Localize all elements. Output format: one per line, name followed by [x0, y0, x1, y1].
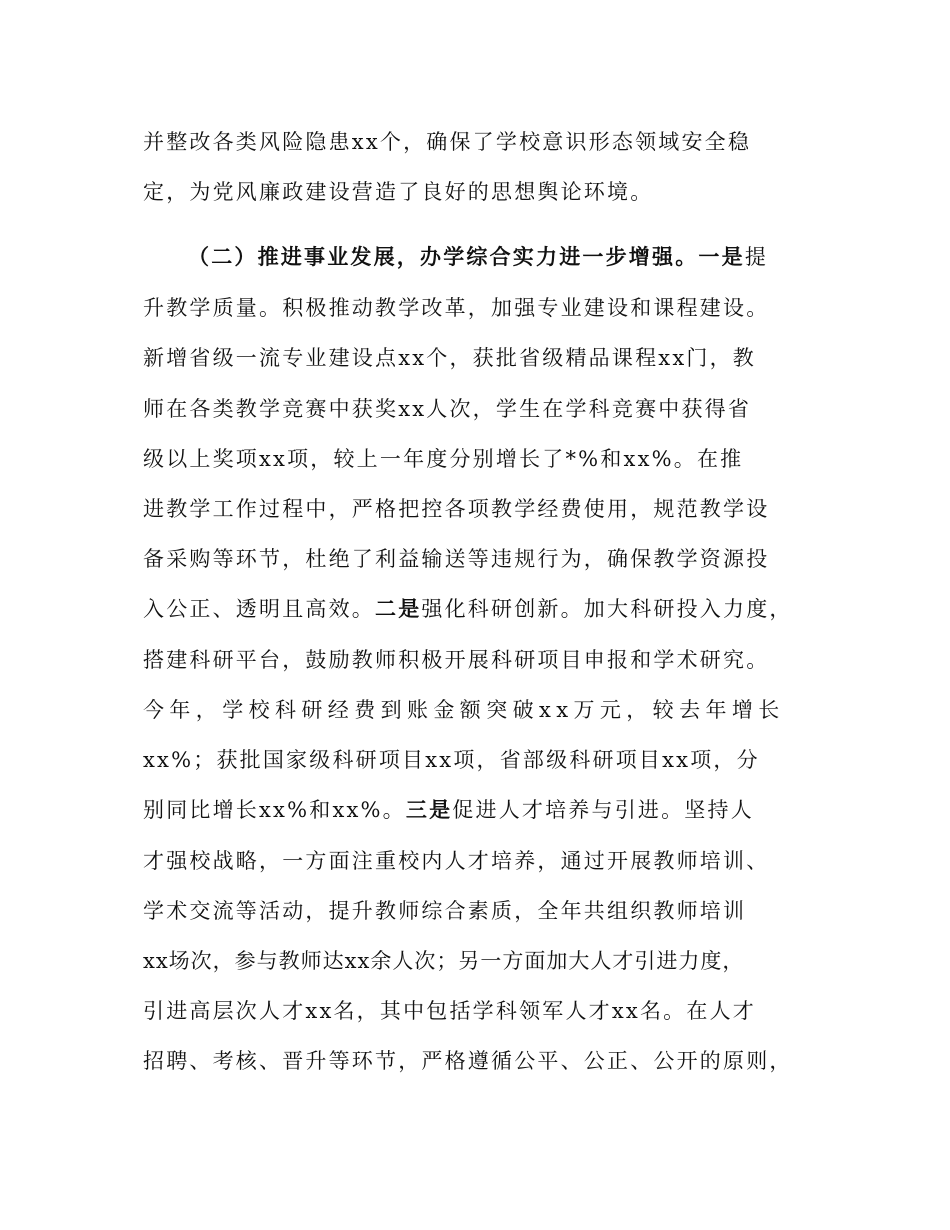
- paragraph-line: 备采购等环节，杜绝了利益输送等违规行为，确保教学资源投: [143, 547, 770, 571]
- section-number: （二）: [188, 245, 258, 269]
- paragraph-line: 才强校战略，一方面注重校内人才培养，通过开展教师培训、: [143, 849, 770, 873]
- paragraph-text: 促进人才培养与引进。坚持人: [452, 798, 754, 822]
- keyword-third: 三是: [405, 798, 453, 822]
- paragraph-line: xx%；获批国家级科研项目xx项，省部级科研项目xx项，分: [143, 748, 760, 772]
- paragraph-line: 引进高层次人才xx名，其中包括学科领军人才xx名。在人才: [143, 999, 756, 1023]
- keyword-second: 二是: [375, 597, 422, 621]
- paragraph-line: 新增省级一流专业建设点xx个，获批省级精品课程xx门，教: [143, 346, 756, 370]
- paragraph-line: [143, 595, 793, 623]
- paragraph-line: 进教学工作过程中，严格把控各项教学经费使用，规范教学设: [143, 497, 770, 521]
- paragraph-text: 强化科研创新。加大科研投入力度，: [421, 597, 793, 621]
- keyword-first: 一是: [698, 245, 745, 269]
- paragraph-line: xx场次，参与教师达xx余人次；另一方面加大人才引进力度，: [143, 949, 745, 973]
- paragraph-line: 今年，学校科研经费到账金额突破xx万元，较去年增长: [143, 698, 785, 722]
- section-heading: 推进事业发展，办学综合实力进一步增强。: [257, 245, 699, 269]
- paragraph-line: 学术交流等活动，提升教师综合素质，全年共组织教师培训: [143, 899, 747, 923]
- paragraph-text: 入公正、透明且高效。: [143, 597, 375, 621]
- paragraph-line: 招聘、考核、晋升等环节，严格遵循公平、公正、公开的原则，: [143, 1049, 793, 1073]
- paragraph-text: 提: [744, 245, 769, 269]
- paragraph-line: 级以上奖项xx项，较上一年度分别增长了*%和xx%。在推: [143, 447, 744, 471]
- paragraph-line: 定，为党风廉政建设营造了良好的思想舆论环境。: [143, 180, 654, 204]
- paragraph-line: 升教学质量。积极推动教学改革，加强专业建设和课程建设。: [143, 296, 770, 320]
- paragraph-text: 别同比增长xx%和xx%。: [143, 798, 406, 822]
- paragraph-line: [143, 796, 754, 824]
- paragraph-line: 并整改各类风险隐患xx个，确保了学校意识形态领域安全稳: [143, 130, 752, 154]
- paragraph-line: 师在各类教学竞赛中获奖xx人次，学生在学科竞赛中获得省: [143, 397, 752, 421]
- section-heading-line: [188, 243, 768, 271]
- paragraph-line: 搭建科研平台，鼓励教师积极开展科研项目申报和学术研究。: [143, 648, 770, 672]
